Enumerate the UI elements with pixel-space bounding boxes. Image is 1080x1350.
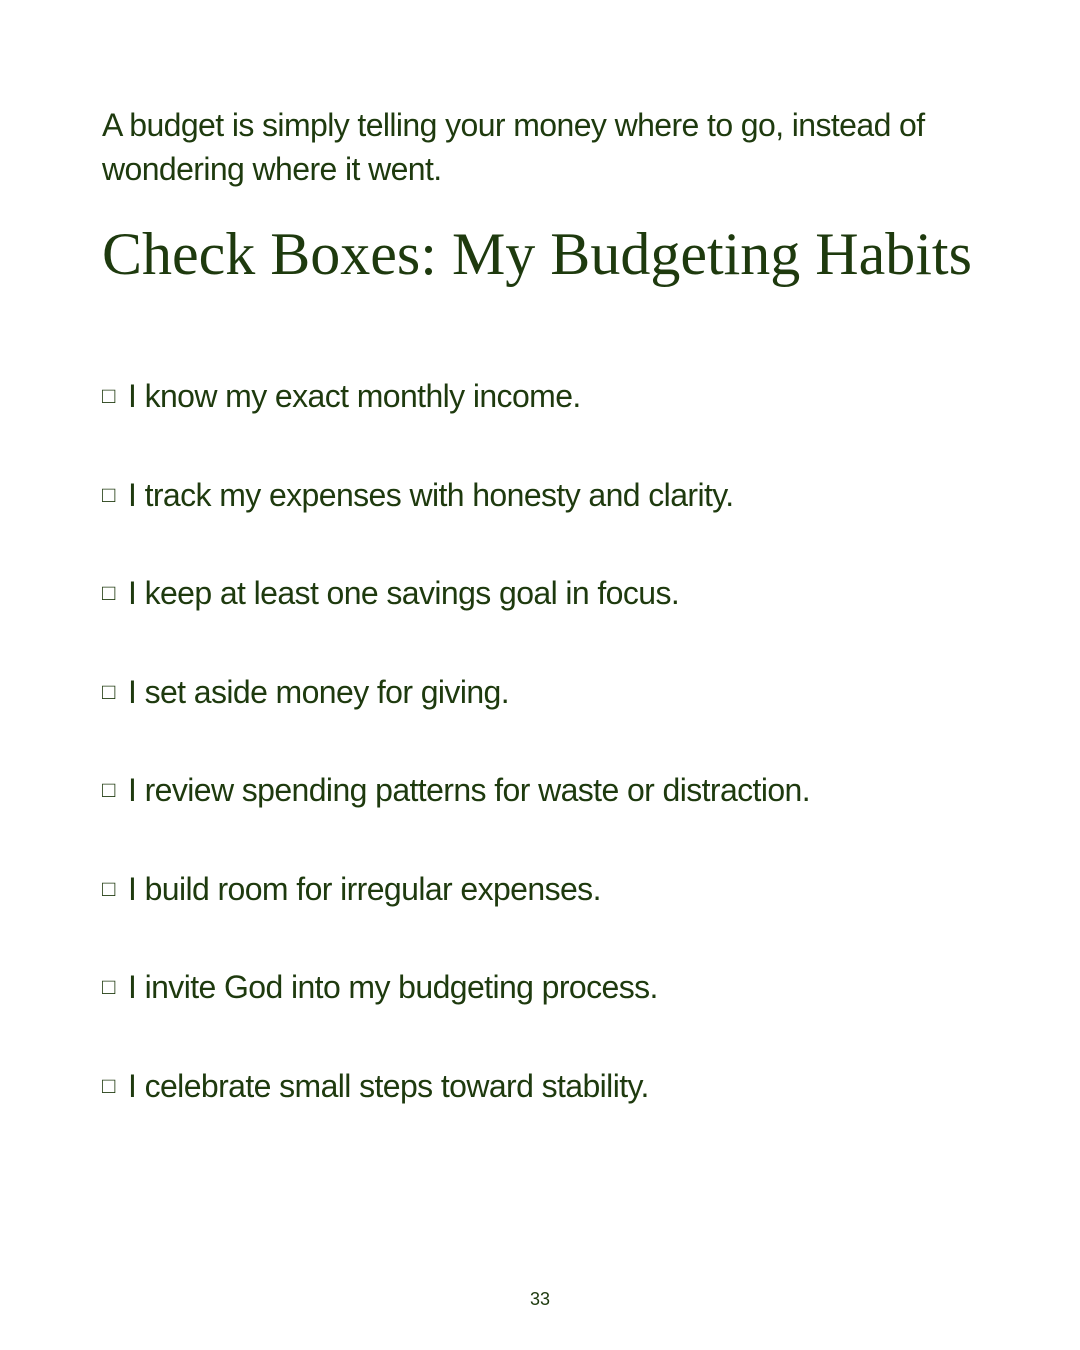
checklist-item[interactable] — [102, 372, 810, 471]
checklist-item[interactable] — [102, 963, 810, 1062]
checkbox-icon[interactable]: □ — [102, 875, 116, 901]
checklist-item-label: I track my expenses with honesty and clarity. — [128, 476, 734, 513]
intro-paragraph: A budget is simply telling your money where to go, instead of wondering where it went. — [102, 107, 925, 187]
checklist-item-label: I set aside money for giving. — [128, 673, 510, 710]
checklist-item[interactable] — [102, 865, 810, 964]
checkbox-icon[interactable]: □ — [102, 678, 116, 704]
checklist-item-label: I celebrate small steps toward stability. — [128, 1067, 649, 1104]
checklist-item-label: I review spending patterns for waste or distraction. — [128, 772, 811, 808]
checkbox-icon[interactable]: □ — [102, 1072, 116, 1098]
checkbox-icon[interactable]: □ — [102, 383, 116, 408]
checklist-item[interactable] — [102, 668, 810, 767]
habits-checklist — [102, 372, 810, 1160]
checkbox-icon[interactable]: □ — [102, 777, 116, 802]
checklist-item[interactable] — [102, 471, 810, 570]
checklist-item-label: I know my exact monthly income. — [128, 378, 581, 414]
checklist-item[interactable] — [102, 569, 810, 668]
checkbox-icon[interactable]: □ — [102, 481, 116, 507]
checkbox-icon[interactable]: □ — [102, 974, 116, 999]
checklist-item-label: I keep at least one savings goal in focus. — [128, 575, 680, 611]
checklist-item[interactable] — [102, 1062, 810, 1161]
checklist-item[interactable] — [102, 766, 810, 865]
page-title: Check Boxes: My Budgeting Habits — [102, 221, 972, 287]
page-number: 33 — [529, 1289, 551, 1309]
checklist-item-label: I invite God into my budgeting process. — [128, 969, 658, 1005]
checklist-item-label: I build room for irregular expenses. — [128, 870, 601, 907]
checkbox-icon[interactable]: □ — [102, 580, 116, 605]
